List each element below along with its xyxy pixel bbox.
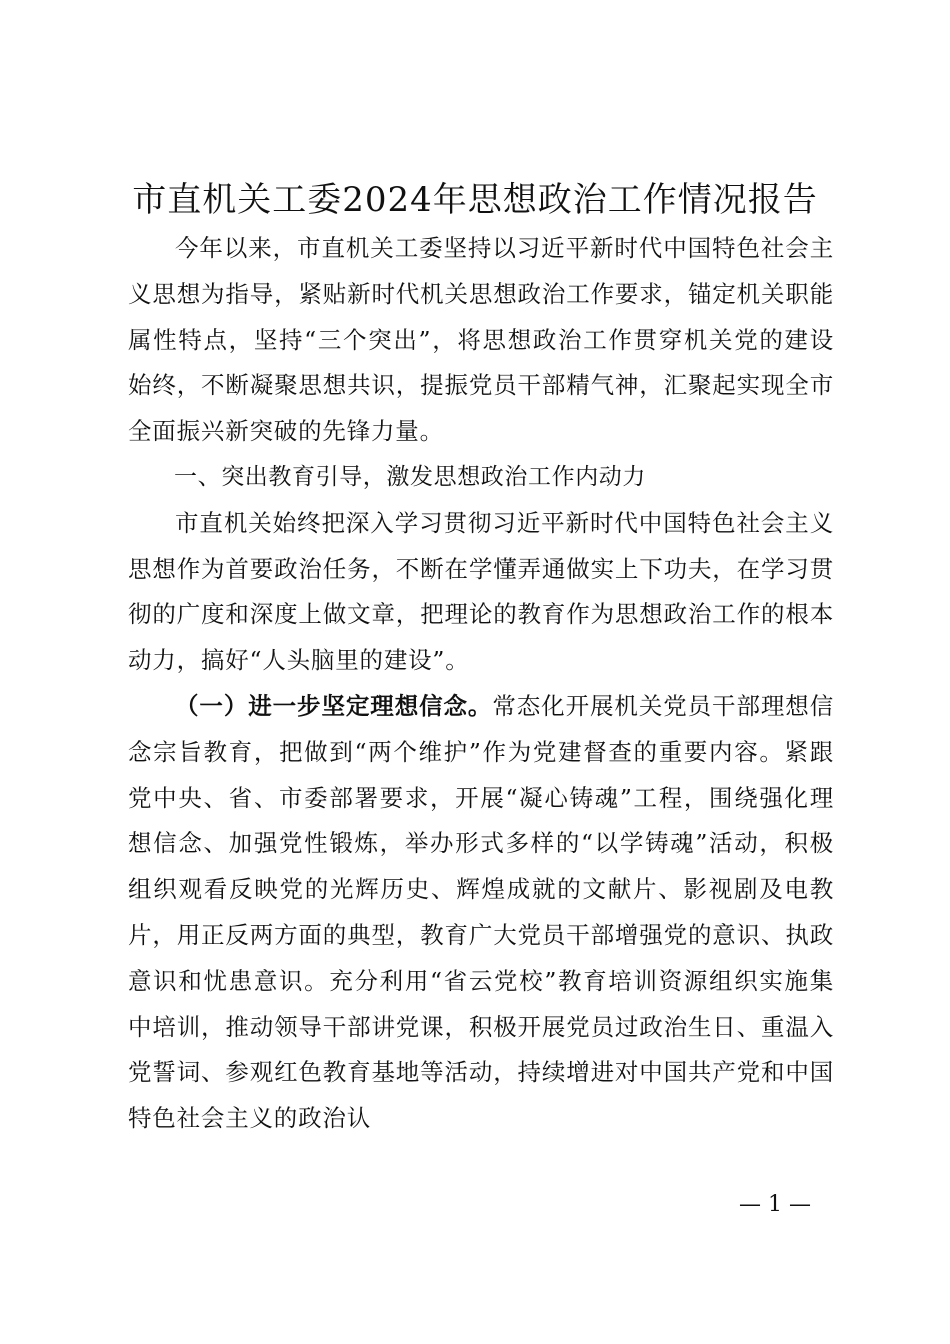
section-heading: 一、突出教育引导，激发思想政治工作内动力 [174,463,646,490]
page-number: — 1 — [739,1192,811,1217]
subsection-paragraph [128,684,834,1142]
subsection-text: 常态化开展机关党员干部理想信念宗旨教育，把做到“两个维护”作为党建督查的重要内容。紧跟党中央、省、市委部署要求，开展“凝心铸魂”工程，围绕强化理想信念、加强党性锻炼，举办形式多样的“以学铸魂”活动，积极组织观看反映党的光辉历史、辉煌成就的文献片、影视剧及电教片，用正反两方面的典型，教育广大党员干部增强党的意识、执政意识和忧患意识。充分利用“省云党校”教育培训资源组织实施集中培训，推动领导干部讲党课，积极开展党员过政治生日、重温入党誓词、参观红色教育基地等活动，持续增进对中国共产党和中国特色社会主义的政治认 [128,691,835,1133]
section-paragraph: 市直机关始终把深入学习贯彻习近平新时代中国特色社会主义思想作为首要政治任务，不断在学懂弄通做实上下功夫，在学习贯彻的广度和深度上做文章，把理论的教育作为思想政治工作的根本动力，搞好“人头脑里的建设”。 [128,508,834,675]
intro-paragraph: 今年以来，市直机关工委坚持以习近平新时代中国特色社会主义思想为指导，紧贴新时代机关思想政治工作要求，锚定机关职能属性特点，坚持“三个突出”，将思想政治工作贯穿机关党的建设始终，不断凝聚思想共识，提振党员干部精气神，汇聚起实现全市全面振兴新突破的先锋力量。 [128,234,834,446]
subsection-lead: （一）进一步坚定理想信念。 [175,691,493,720]
document-body [128,226,834,1142]
document-title: 市直机关工委2024年思想政治工作情况报告 [132,180,818,220]
